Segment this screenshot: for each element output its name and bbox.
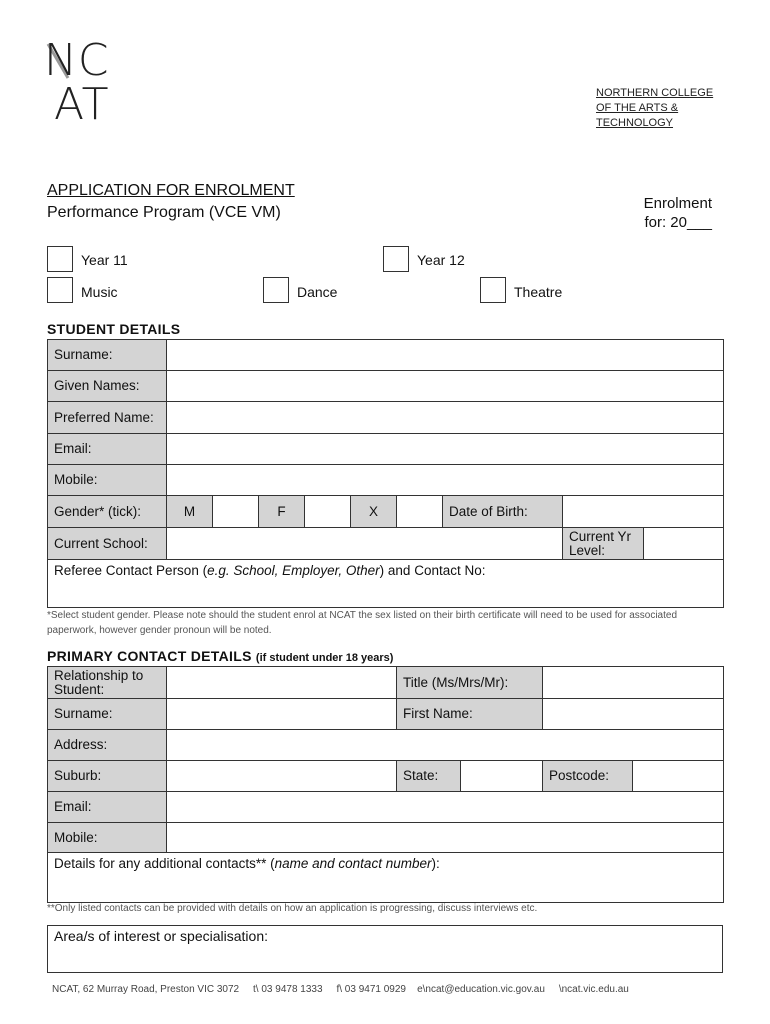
surname-label: Surname: [48,340,167,371]
gender-f-tick[interactable] [305,496,351,528]
state-label: State: [397,761,461,792]
given-names-label: Given Names: [48,371,167,402]
address-label: Address: [48,730,167,761]
current-school-label: Current School: [48,528,167,560]
current-level-field[interactable] [644,528,724,560]
suburb-field[interactable] [167,761,397,792]
additional-contacts-field[interactable]: Details for any additional contacts** (name and contact number): [48,853,724,903]
gender-x-label: X [351,496,397,528]
year12-checkbox[interactable] [383,246,409,272]
dob-field[interactable] [563,496,724,528]
pc-mobile-label: Mobile: [48,823,167,853]
pc-email-field[interactable] [167,792,724,823]
gender-note: *Select student gender. Please note should the student enrol at NCAT the sex listed on their birth certificate will need to be used for associated paperwork, however gender pronoun will be noted. [47,610,678,636]
first-name-field[interactable] [543,699,724,730]
postcode-field[interactable] [633,761,724,792]
primary-contact-heading: PRIMARY CONTACT DETAILS (if student under 18 years) [47,648,394,664]
year11-label: Year 11 [81,252,128,268]
gender-m-label: M [167,496,213,528]
dance-checkbox[interactable] [263,277,289,303]
contacts-note: **Only listed contacts can be provided with details on how an application is progressing, discuss interviews etc. [47,903,538,914]
mobile-field[interactable] [167,465,724,496]
referee-field[interactable]: Referee Contact Person (e.g. School, Employer, Other) and Contact No: [48,560,724,608]
student-details-heading: STUDENT DETAILS [47,321,181,337]
title-field[interactable] [543,667,724,699]
current-school-field[interactable] [167,528,563,560]
footer-email[interactable]: e\ncat@education.vic.gov.au [417,984,545,995]
ncat-logo [44,35,134,130]
title-label: Title (Ms/Mrs/Mr): [397,667,543,699]
form-title: APPLICATION FOR ENROLMENT [47,182,295,199]
year12-label: Year 12 [417,252,465,268]
preferred-name-field[interactable] [167,402,724,434]
first-name-label: First Name: [397,699,543,730]
dance-label: Dance [297,284,338,300]
footer-fax: f\ 03 9471 0929 [336,984,406,995]
enrolment-year: Enrolment for: 20___ [643,195,712,231]
preferred-name-label: Preferred Name: [48,402,167,434]
email-field[interactable] [167,434,724,465]
address-field[interactable] [167,730,724,761]
student-details-table [47,339,724,608]
relationship-label: Relationship to Student: [48,667,167,699]
suburb-label: Suburb: [48,761,167,792]
footer-address: NCAT, 62 Murray Road, Preston VIC 3072 [52,984,240,995]
gender-x-tick[interactable] [397,496,443,528]
gender-m-tick[interactable] [213,496,259,528]
mobile-label: Mobile: [48,465,167,496]
surname-field[interactable] [167,340,724,371]
form-subtitle: Performance Program (VCE VM) [47,204,281,221]
footer [52,984,629,995]
interest-label: Area/s of interest or specialisation: [54,928,268,944]
pc-mobile-field[interactable] [167,823,724,853]
email-label: Email: [48,434,167,465]
logo-line1: NC [44,35,110,86]
logo-line2: AT [54,79,110,130]
state-field[interactable] [461,761,543,792]
footer-phone: t\ 03 9478 1333 [253,984,323,995]
pc-email-label: Email: [48,792,167,823]
theatre-label: Theatre [514,284,563,300]
pc-surname-field[interactable] [167,699,397,730]
gender-f-label: F [259,496,305,528]
pc-surname-label: Surname: [48,699,167,730]
theatre-checkbox[interactable] [480,277,506,303]
relationship-field[interactable] [167,667,397,699]
interest-field[interactable] [47,925,723,973]
given-names-field[interactable] [167,371,724,402]
music-checkbox[interactable] [47,277,73,303]
gender-label: Gender* (tick): [48,496,167,528]
music-label: Music [81,284,118,300]
footer-web[interactable]: \ncat.vic.edu.au [558,984,629,995]
college-name: NORTHERN COLLEGE OF THE ARTS & TECHNOLOGY [596,87,714,129]
dob-label: Date of Birth: [443,496,563,528]
primary-contact-table [47,666,724,903]
postcode-label: Postcode: [543,761,633,792]
year11-checkbox[interactable] [47,246,73,272]
current-level-label: Current Yr Level: [563,528,644,560]
